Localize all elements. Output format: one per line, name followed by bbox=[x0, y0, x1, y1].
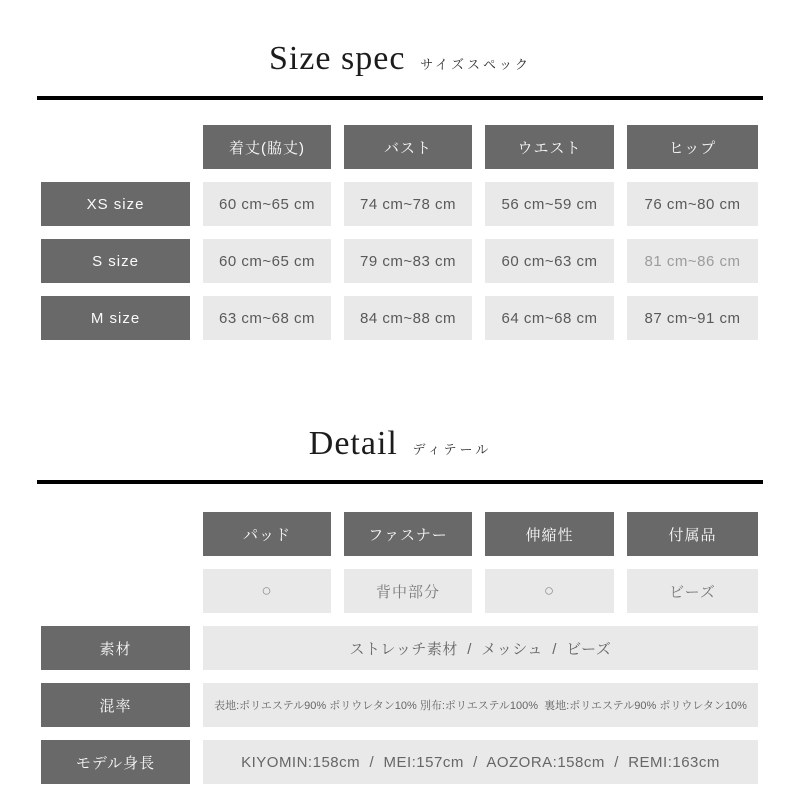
detail-cell-stretch: ○ bbox=[485, 569, 614, 613]
size-header-spacer bbox=[41, 125, 190, 169]
detail-cell-composition: 表地:ポリエステル90% ポリウレタン10% 別布:ポリエステル100% 裏地:ポリエステル90% ポリウレタン10% bbox=[203, 683, 758, 727]
detail-col-header-pad: パッド bbox=[203, 512, 331, 556]
detail-cell-material: ストレッチ素材 / メッシュ / ビーズ bbox=[203, 626, 758, 670]
detail-cell-pad: ○ bbox=[203, 569, 331, 613]
detail-row-label-material: 素材 bbox=[41, 626, 190, 670]
size-spec-divider bbox=[37, 96, 763, 100]
size-spec-title bbox=[0, 0, 800, 85]
size-cell-xs-waist: 56 cm~59 cm bbox=[485, 182, 614, 226]
size-col-header-hip: ヒップ bbox=[627, 125, 758, 169]
detail-value-spacer bbox=[41, 569, 190, 613]
size-cell-s-bust: 79 cm~83 cm bbox=[344, 239, 472, 283]
size-cell-m-waist: 64 cm~68 cm bbox=[485, 296, 614, 340]
detail-cell-accessory: ビーズ bbox=[627, 569, 758, 613]
detail-title bbox=[0, 340, 800, 470]
size-spec-title-jp: サイズスペック bbox=[420, 57, 532, 72]
detail-cell-fastener: 背中部分 bbox=[344, 569, 472, 613]
size-cell-m-length: 63 cm~68 cm bbox=[203, 296, 331, 340]
detail-title-en: Detail bbox=[308, 425, 398, 462]
detail-table bbox=[41, 512, 800, 784]
size-cell-s-hip: 81 cm~86 cm bbox=[627, 239, 758, 283]
size-spec-table bbox=[41, 125, 800, 340]
detail-col-header-fastener: ファスナー bbox=[344, 512, 472, 556]
size-row-label-xs: XS size bbox=[41, 182, 190, 226]
size-cell-m-bust: 84 cm~88 cm bbox=[344, 296, 472, 340]
size-cell-xs-length: 60 cm~65 cm bbox=[203, 182, 331, 226]
size-col-header-waist: ウエスト bbox=[485, 125, 614, 169]
detail-row-label-composition: 混率 bbox=[41, 683, 190, 727]
size-spec-section bbox=[0, 0, 800, 340]
detail-section bbox=[0, 340, 800, 784]
size-cell-xs-bust: 74 cm~78 cm bbox=[344, 182, 472, 226]
detail-row-label-model-height: モデル身長 bbox=[41, 740, 190, 784]
detail-cell-model-height: KIYOMIN:158cm / MEI:157cm / AOZORA:158cm / REMI:163cm bbox=[203, 740, 758, 784]
size-row-label-m: M size bbox=[41, 296, 190, 340]
size-cell-m-hip: 87 cm~91 cm bbox=[627, 296, 758, 340]
size-cell-xs-hip: 76 cm~80 cm bbox=[627, 182, 758, 226]
detail-divider bbox=[37, 480, 763, 484]
size-col-header-length: 着丈(脇丈) bbox=[203, 125, 331, 169]
size-cell-s-length: 60 cm~65 cm bbox=[203, 239, 331, 283]
size-col-header-bust: バスト bbox=[344, 125, 472, 169]
size-spec-title-en: Size spec bbox=[268, 40, 406, 77]
detail-header-spacer bbox=[41, 512, 190, 556]
size-row-label-s: S size bbox=[41, 239, 190, 283]
size-cell-s-waist: 60 cm~63 cm bbox=[485, 239, 614, 283]
detail-col-header-stretch: 伸縮性 bbox=[485, 512, 614, 556]
detail-col-header-accessory: 付属品 bbox=[627, 512, 758, 556]
detail-title-jp: ディテール bbox=[412, 442, 492, 457]
